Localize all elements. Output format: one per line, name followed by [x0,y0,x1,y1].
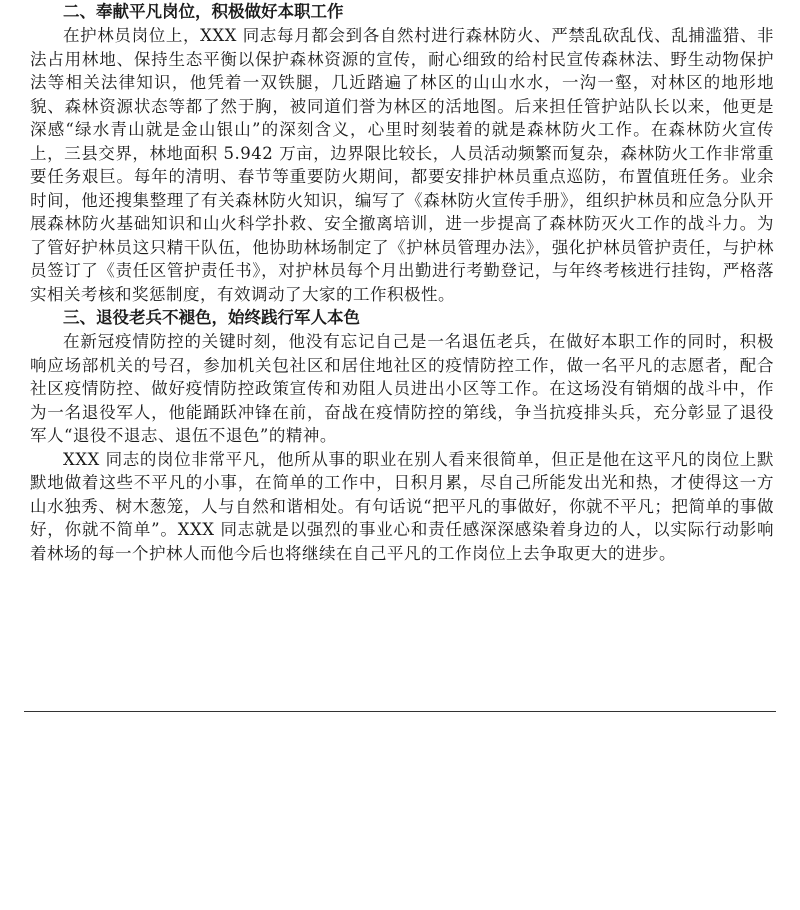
footer-divider [24,711,776,712]
document-body [30,0,774,565]
section-heading-2: 二、奉献平凡岗位，积极做好本职工作 [63,2,344,21]
paragraph-section-2: 在护林员岗位上，XXX 同志每月都会到各自然村进行森林防火、严禁乱砍乱伐、乱捕滥猎、非法占用林地、保持生态平衡以保护森林资源的宣传，耐心细致的给村民宣传森林法、野生动物保护法等相关法律知识，他凭着一双铁腿，几近踏遍了林区的山山水水，一沟一壑，对林区的地形地貌、森林资源状态等都了然于胸，被同道们誉为林区的活地图。后来担任管护站队长以来，他更是深感“绿水青山就是金山银山”的深刻含义，心里时刻装着的就是森林防火工作。在森林防火宣传上，三县交界，林地面积 5.942 万亩，边界限比较长，人员活动频繁而复杂，森林防火工作非常重要任务艰巨。每年的清明、春节等重要防火期间，都要安排护林员重点巡防，布置值班任务。业余时间，他还搜集整理了有关森林防火知识，编写了《森林防火宣传手册》，组织护林员和应急分队开展森林防火基础知识和山火科学扑救、安全撤离培训，进一步提高了森林防灭火工作的战斗力。为了管好护林员这只精干队伍，他协助林场制定了《护林员管理办法》，强化护林员管护责任，与护林员签订了《责任区管护责任书》，对护林员每个月出勤进行考勤登记，与年终考核进行挂钩，严格落实相关考核和奖惩制度，有效调动了大家的工作积极性。 [30,26,774,304]
section-heading-3: 三、退役老兵不褪色，始终践行军人本色 [63,308,360,327]
paragraph-section-3a: 在新冠疫情防控的关键时刻，他没有忘记自己是一名退伍老兵，在做好本职工作的同时，积极响应场部机关的号召，参加机关包社区和居住地社区的疫情防控工作，做一名平凡的志愿者，配合社区疫情防控、做好疫情防控政策宣传和劝阻人员进出小区等工作。在这场没有销烟的战斗中，作为一名退役军人，他能踊跃冲锋在前，奋战在疫情防控的第线，争当抗疫排头兵，充分彰显了退役军人“退役不退志、退伍不退色”的精神。 [30,332,774,445]
paragraph-section-3b: XXX 同志的岗位非常平凡，他所从事的职业在别人看来很简单，但正是他在这平凡的岗位上默默地做着这些不平凡的小事，在简单的工作中，日积月累，尽自己所能发出光和热，才使得这一方山水独秀、树木葱笼，人与自然和谐相处。有句话说“把平凡的事做好，你就不平凡；把简单的事做好，你就不简单”。XXX 同志就是以强烈的事业心和责任感深深感染着身边的人，以实际行动影响着林场的每一个护林人而他今后也将继续在自己平凡的工作岗位上去争取更大的进步。 [30,449,774,563]
